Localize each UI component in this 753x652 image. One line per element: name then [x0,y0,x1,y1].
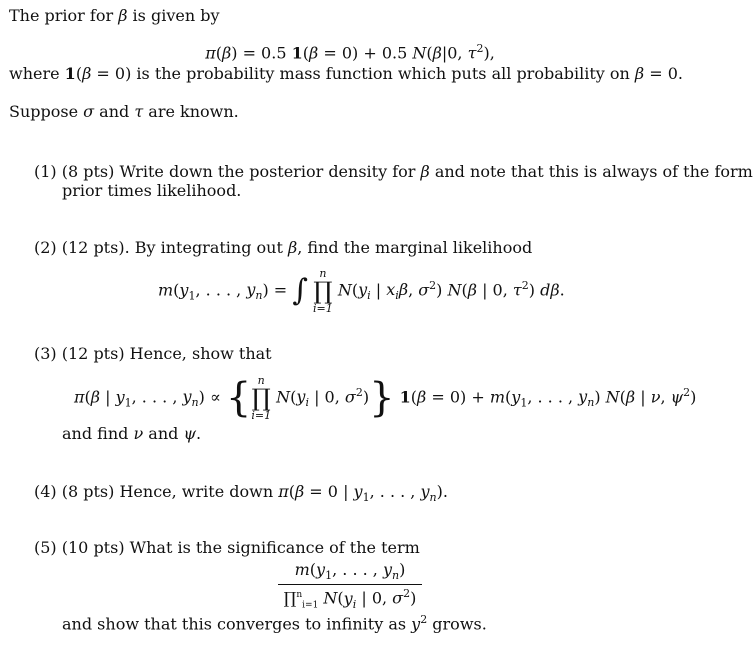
intro-line-2: where 1(β = 0) is the probability mass function which puts all probability on β = 0. [9,64,684,83]
question-3: (3) (12 pts) Hence, show that [34,344,272,363]
question-5-continued: and show that this converges to infinity as $y^2$ grows. [62,613,487,634]
question-3-continued: and find ν and ψ. [62,424,202,443]
significance-fraction: $\frac{m(y_1, . . . , y_n)}{\prod^n_{i=1} N(y_i | 0, \sigma^2)}$ [0,560,700,611]
posterior-formula: π(β | $y_1$, . . . , $y_n$) ∝ { n ∏ i=1 $N(y_i$ | 0, $\sigma^2$)} $1(\beta = 0) + m(y_1$, . . . , $y_n$) N(β | ν, $\psi^2$) [74,373,697,422]
marginal-likelihood-formula: $m(y_1$, . . . , $y_n$) = ∫ n ∏ i=1 $N(y_i$ | $x_i\beta$, $\sigma^2$) N(β | 0, $\tau^2$) dβ. [158,266,565,315]
prior-formula: π(β) = 0.5 1(β = 0) + 0.5 N(β|0, $\tau^2$), [205,42,495,63]
question-2: (2) (12 pts). By integrating out β, find the marginal likelihood [34,238,533,257]
question-5: (5) (10 pts) What is the significance of the term [34,538,420,557]
question-4: (4) (8 pts) Hence, write down π(β = 0 | $y_1$, . . . , $y_n$). [34,482,448,505]
question-1: (1) (8 pts) Write down the posterior density for β and note that this is always of the form [34,162,753,181]
question-1-continued: prior times likelihood. [62,181,242,200]
intro-line-1: The prior for β is given by [9,6,220,25]
intro-line-3: Suppose σ and τ are known. [9,102,239,121]
